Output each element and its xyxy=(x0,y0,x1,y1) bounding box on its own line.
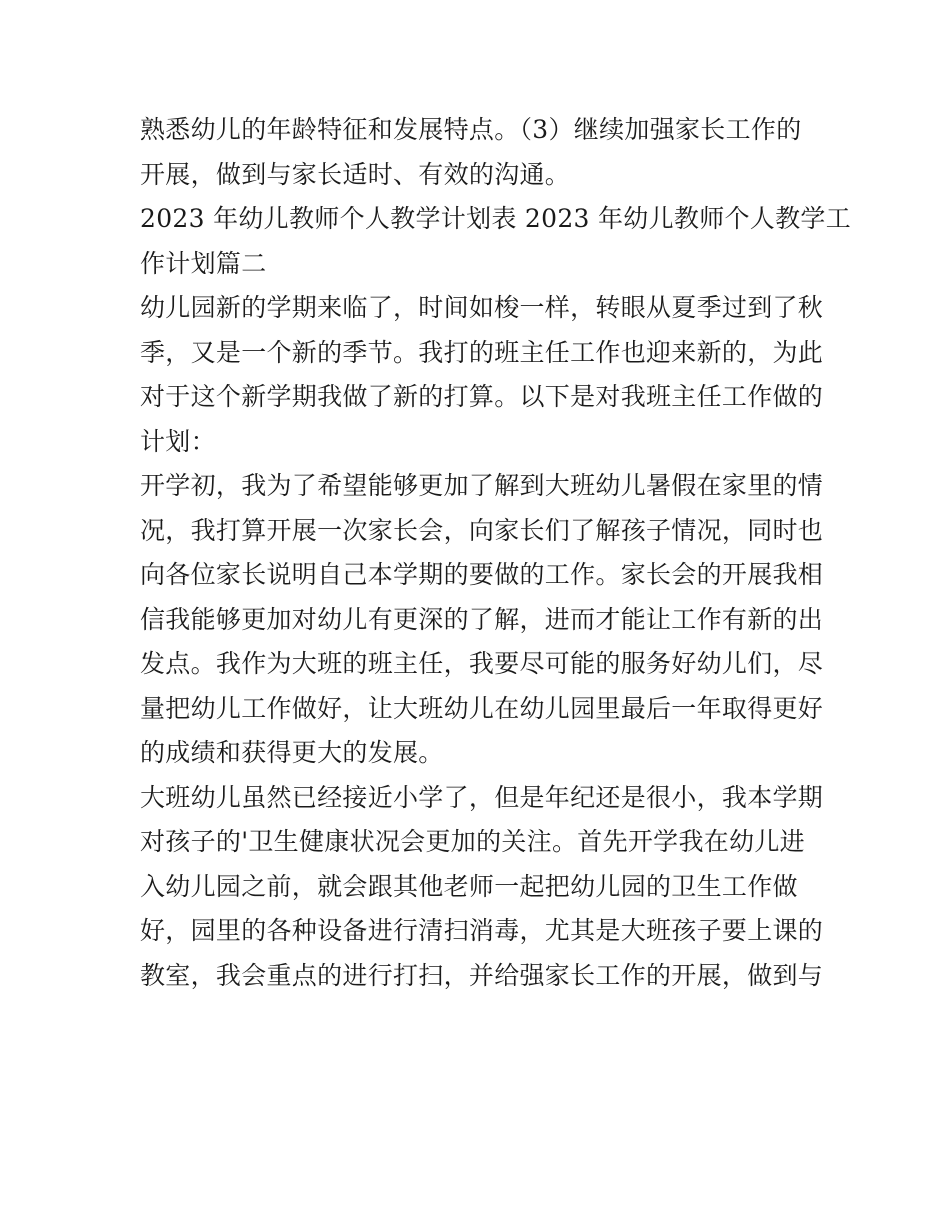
text-line: 教室，我会重点的进行打扫，并给强家长工作的开展，做到与 xyxy=(140,960,824,990)
text-line: 发点。我作为大班的班主任，我要尽可能的服务好幼儿们，尽 xyxy=(140,649,824,678)
text-line: 熟悉幼儿的年龄特征和发展特点。（3）继续加强家长工作的 xyxy=(140,115,802,144)
text-line: 向各位家长说明自己本学期的要做的工作。家长会的开展我相 xyxy=(140,560,824,589)
text-line: 开展，做到与家长适时、有效的沟通。 xyxy=(140,159,571,189)
text-line: 季，又是一个新的季节。我打的班主任工作也迎来新的，为此 xyxy=(140,337,824,367)
text-line: 计划： xyxy=(140,426,216,456)
text-line: 大班幼儿虽然已经接近小学了，但是年纪还是很小，我本学期 xyxy=(140,782,824,812)
text-line: 开学初，我为了希望能够更加了解到大班幼儿暑假在家里的情 xyxy=(140,471,824,500)
section-heading-line: 2023 年幼儿教师个人教学计划表 2023 年幼儿教师个人教学工 xyxy=(140,204,851,233)
text-line: 量把幼儿工作做好，让大班幼儿在幼儿园里最后一年取得更好 xyxy=(140,693,824,723)
document-body xyxy=(140,108,851,998)
text-line: 信我能够更加对幼儿有更深的了解，进而才能让工作有新的出 xyxy=(140,604,824,634)
text-line: 对孩子的'卫生健康状况会更加的关注。首先开学我在幼儿进 xyxy=(140,827,805,856)
text-line: 入幼儿园之前，就会跟其他老师一起把幼儿园的卫生工作做 xyxy=(140,871,798,901)
text-line: 的成绩和获得更大的发展。 xyxy=(140,738,444,767)
text-line: 好，园里的各种设备进行清扫消毒，尤其是大班孩子要上课的 xyxy=(140,916,824,945)
text-line: 对于这个新学期我做了新的打算。以下是对我班主任工作做的 xyxy=(140,382,824,411)
text-line: 况，我打算开展一次家长会，向家长们了解孩子情况，同时也 xyxy=(140,515,824,545)
text-line: 幼儿园新的学期来临了，时间如梭一样，转眼从夏季过到了秋 xyxy=(140,293,824,322)
section-heading-line: 作计划篇二 xyxy=(140,248,267,278)
